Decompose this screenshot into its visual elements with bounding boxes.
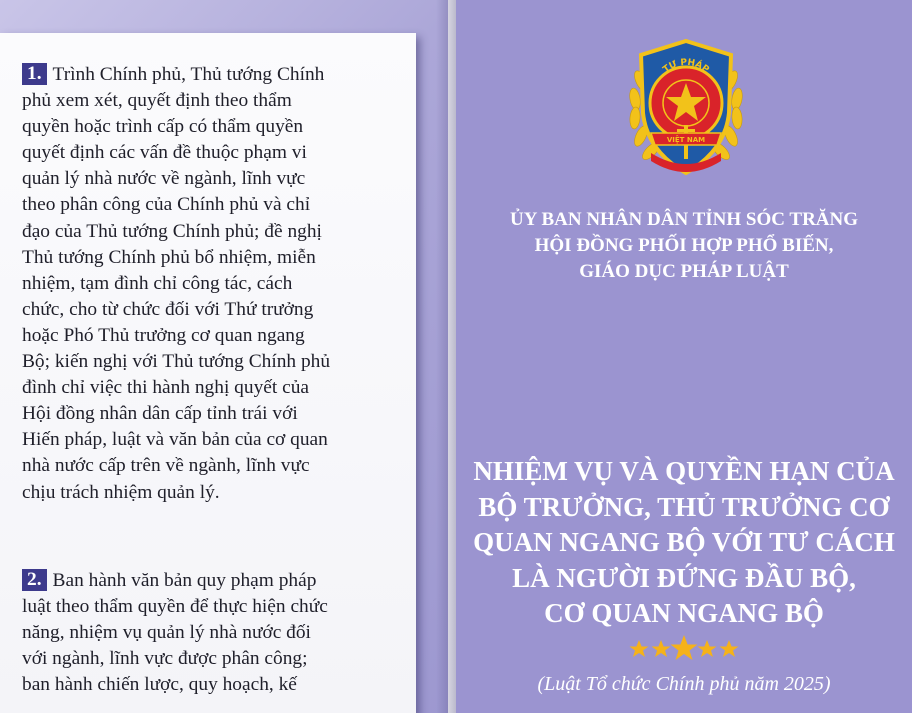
- item-1-line: nhiệm, tạm đình chỉ công tác, cách: [22, 272, 293, 294]
- title-line: QUAN NGANG BỘ VỚI TƯ CÁCH: [473, 527, 895, 557]
- item-1-line: quản lý nhà nước về ngành, lĩnh vực: [22, 168, 306, 190]
- item-2-paragraph: [22, 568, 394, 698]
- cover-panel: [456, 0, 912, 713]
- item-2-number: 2.: [22, 569, 47, 591]
- item-1-line: Hội đồng nhân dân cấp tỉnh trái với: [22, 403, 298, 425]
- title-line: BỘ TRƯỞNG, THỦ TRƯỞNG CƠ: [478, 491, 890, 522]
- inner-page-panel: [0, 0, 448, 713]
- item-1-line: hoặc Phó Thủ trưởng cơ quan ngang: [22, 324, 305, 346]
- page-fold-shadow: [436, 0, 456, 713]
- org-line: GIÁO DỤC PHÁP LUẬT: [579, 261, 789, 282]
- item-2-line: luật theo thẩm quyền để thực hiện chức: [22, 596, 328, 618]
- item-2-line: ban hành chiến lược, quy hoạch, kế: [22, 674, 297, 696]
- item-1-line: chức, cho từ chức đối với Thứ trưởng: [22, 298, 314, 320]
- item-1-number: 1.: [22, 63, 47, 85]
- title-line: NHIỆM VỤ VÀ QUYỀN HẠN CỦA: [473, 456, 895, 486]
- title-line: LÀ NGƯỜI ĐỨNG ĐẦU BỘ,: [512, 562, 856, 593]
- item-1-line: nhà nước cấp trên về ngành, lĩnh vực: [22, 455, 310, 477]
- star-icon: [671, 635, 698, 660]
- star-icon: [720, 640, 739, 657]
- item-1-line: đình chỉ việc thi hành nghị quyết của: [22, 377, 310, 399]
- law-subtitle: (Luật Tổ chức Chính phủ năm 2025): [537, 673, 831, 695]
- item-1-line: quyết định các vấn đề thuộc phạm vi: [22, 142, 307, 164]
- item-1-line: quyền hoặc trình cấp có thẩm quyền: [22, 116, 304, 138]
- org-line: ỦY BAN NHÂN DÂN TỈNH SÓC TRĂNG: [509, 209, 859, 230]
- item-1-line: Thủ tướng Chính phủ bổ nhiệm, miễn: [22, 246, 316, 268]
- item-2-line: năng, nhiệm vụ quản lý nhà nước đối: [22, 622, 311, 644]
- item-1-line: đạo của Thủ tướng Chính phủ; đề nghị: [22, 220, 322, 242]
- item-1-line: Bộ; kiến nghị với Thủ tướng Chính phủ: [22, 351, 331, 373]
- title-line: CƠ QUAN NGANG BỘ: [544, 598, 824, 628]
- text-sheet: [0, 33, 416, 713]
- star-row: [456, 633, 912, 663]
- document-title: [456, 454, 912, 632]
- org-line: HỘI ĐỒNG PHỐI HỢP PHỔ BIẾN,: [534, 235, 834, 256]
- emblem-banner-text: VIỆT NAM: [666, 136, 706, 144]
- item-2-line: Ban hành văn bản quy phạm pháp: [52, 570, 317, 591]
- emblem-ring-text: TƯ PHÁP: [661, 57, 711, 76]
- item-2-line: với ngành, lĩnh vực được phân công;: [22, 648, 308, 670]
- item-1-line: Hiến pháp, luật và văn bản của cơ quan: [22, 429, 328, 451]
- organization-heading: [456, 207, 912, 285]
- item-1-line: phủ xem xét, quyết định theo thẩm: [22, 90, 292, 112]
- star-icon: [630, 640, 649, 657]
- star-icon: [652, 640, 671, 657]
- star-icon: [698, 640, 717, 657]
- item-1-line: theo phân công của Chính phủ và chỉ: [22, 194, 311, 216]
- item-1-line: Trình Chính phủ, Thủ tướng Chính: [52, 64, 325, 85]
- item-1-line: chịu trách nhiệm quản lý.: [22, 481, 220, 503]
- item-1-paragraph: [22, 62, 394, 506]
- justice-emblem-logo: [621, 33, 751, 183]
